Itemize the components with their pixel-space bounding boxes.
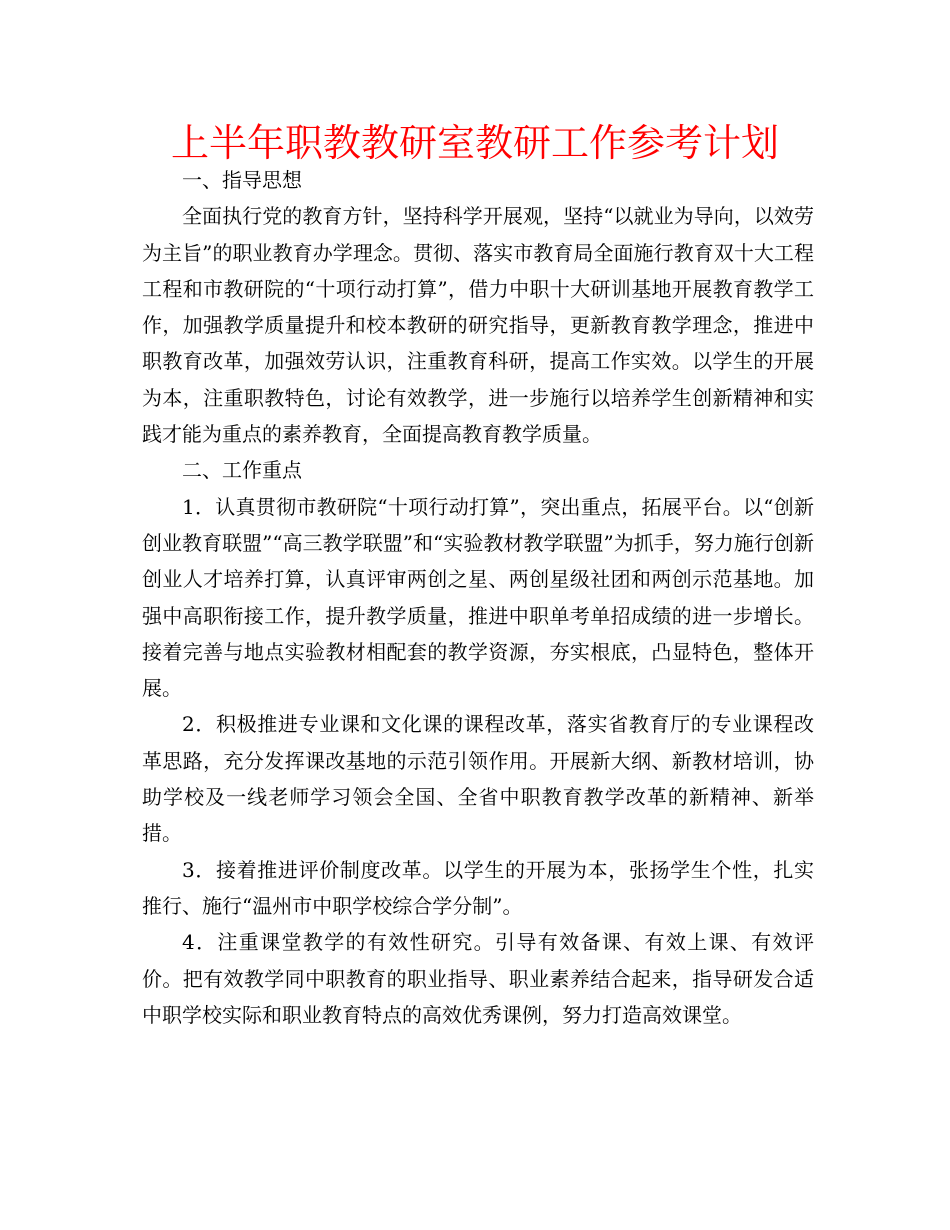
section-heading-guiding-ideology: 一、指导思想	[182, 168, 302, 192]
paragraph-guiding-ideology: 全面执行党的教育方针，坚持科学开展观，坚持“以就业为导向，以效劳为主旨”的职业教育办学理念。贯彻、落实市教育局全面施行教育双十大工程工程和市教研院的“十项行动打算”，借力中职十大研训基地开展教育教学工作，加强教学质量提升和校本教研的研究指导，更新教育教学理念，推进中职教育改革，加强效劳认识，注重教育科研，提高工作实效。以学生的开展为本，注重职教特色，讨论有效教学，进一步施行以培养学生创新精神和实践才能为重点的素养教育，全面提高教育教学质量。	[142, 204, 814, 447]
paragraph-work-item-3: 3．接着推进评价制度改革。以学生的开展为本，张扬学生个性，扎实推行、施行“温州市中职学校综合学分制”。	[142, 857, 814, 918]
paragraph-work-item-4: 4．注重课堂教学的有效性研究。引导有效备课、有效上课、有效评价。把有效教学同中职教育的职业指导、职业素养结合起来，指导研发合适中职学校实际和职业教育特点的高效优秀课例，努力打造高效课堂。	[142, 930, 814, 1027]
document-title: 上半年职教教研室教研工作参考计划	[170, 121, 779, 165]
paragraph-work-item-2: 2．积极推进专业课和文化课的课程改革，落实省教育厅的专业课程改革思路，充分发挥课改基地的示范引领作用。开展新大纲、新教材培训，协助学校及一线老师学习领会全国、全省中职教育教学改革的新精神、新举措。	[142, 712, 814, 846]
section-heading-work-focus: 二、工作重点	[182, 458, 302, 483]
document-body	[142, 162, 814, 1033]
paragraph-work-item-1: 1．认真贯彻市教研院“十项行动打算”，突出重点，拓展平台。以“创新创业教育联盟”“高三教学联盟”和“实验教材教学联盟”为抓手，努力施行创新创业人才培养打算，认真评审两创之星、两创星级社团和两创示范基地。加强中高职衔接工作，提升教学质量，推进中职单考单招成绩的进一步增长。接着完善与地点实验教材相配套的教学资源，夯实根底，凸显特色，整体开展。	[142, 494, 814, 701]
